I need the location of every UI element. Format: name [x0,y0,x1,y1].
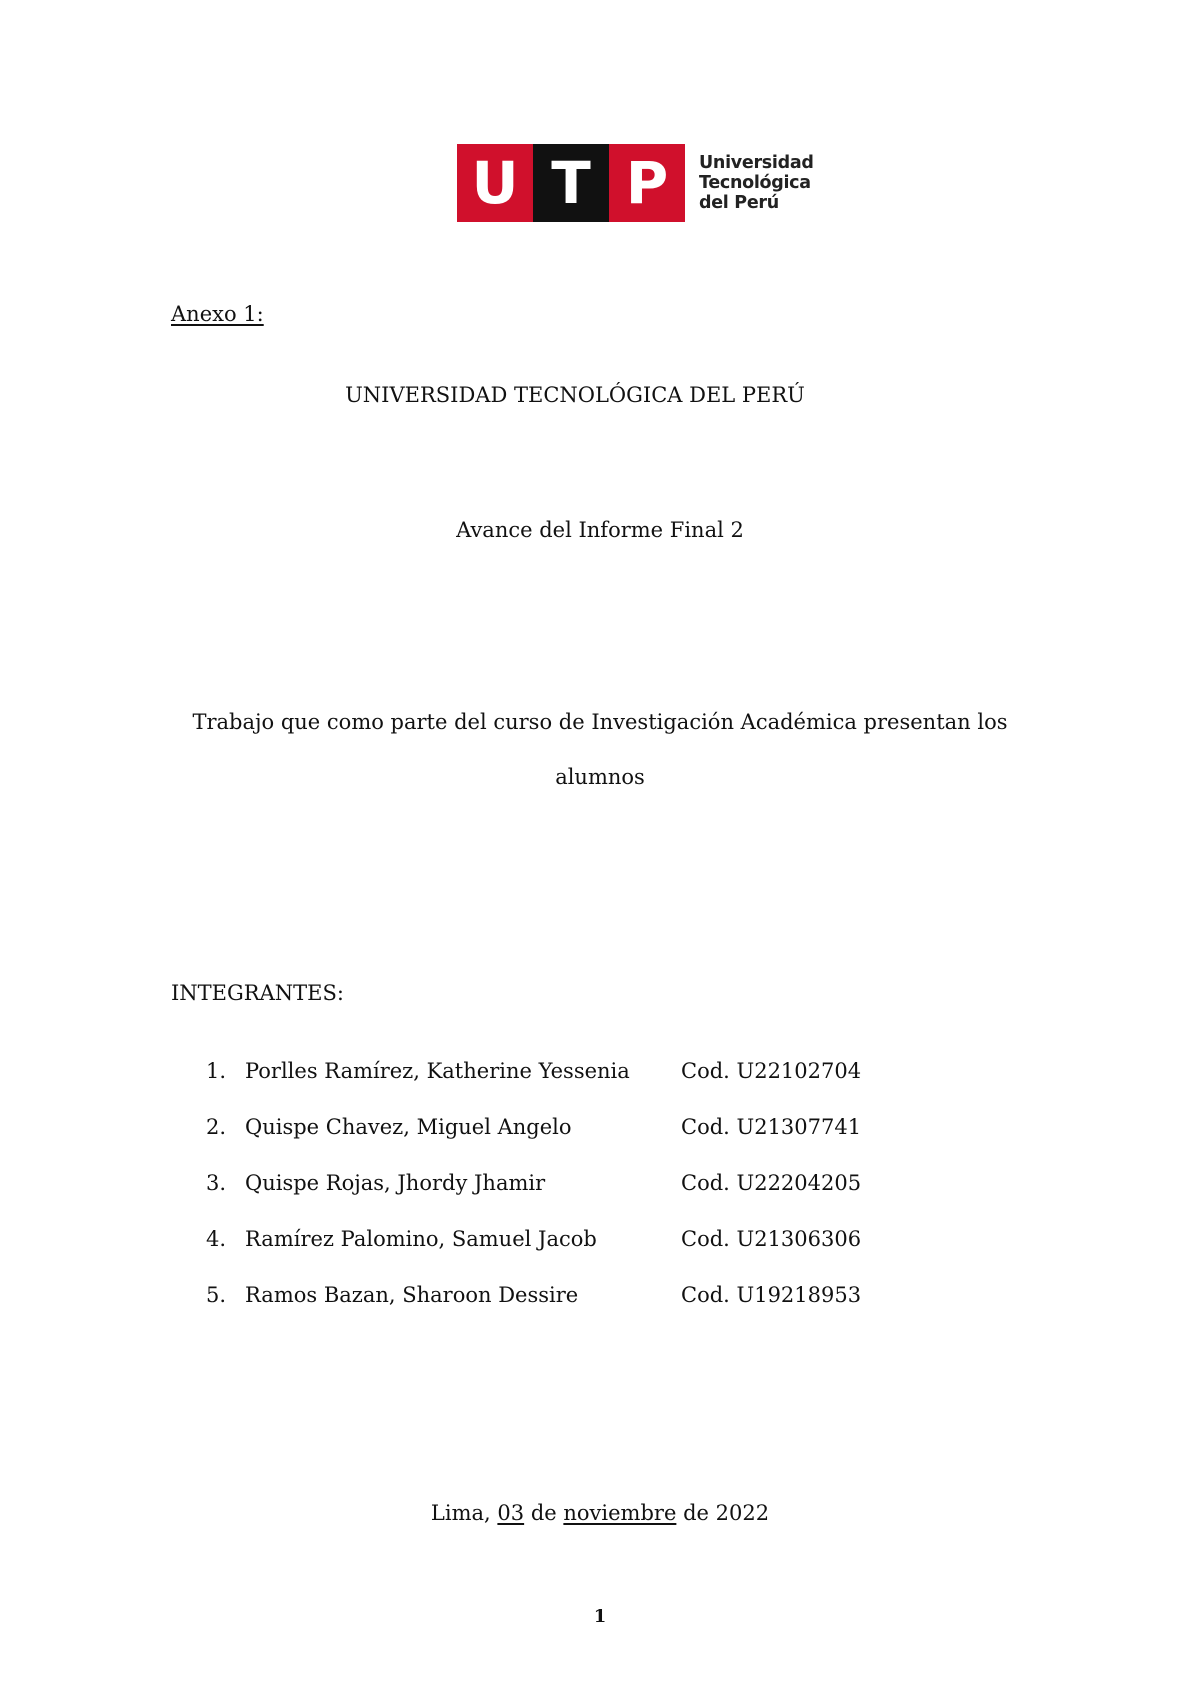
date-year: 2022 [715,1501,770,1525]
logo-letter-p: P [609,144,685,222]
date-day: 03 [497,1501,525,1525]
member-number: 3. [206,1171,227,1195]
date-de-1: de [530,1501,557,1525]
annex-label: Anexo 1: [171,302,264,326]
logo-blocks [457,144,685,222]
member-name: Ramírez Palomino, Samuel Jacob [245,1227,597,1251]
logo-wordmark [699,153,814,213]
member-name: Ramos Bazan, Sharoon Dessire [245,1283,579,1307]
logo-letter-u: U [457,144,533,222]
utp-logo [457,144,814,222]
member-code: Cod. U19218953 [681,1283,862,1307]
member-name: Porlles Ramírez, Katherine Yessenia [245,1059,630,1083]
university-name: UNIVERSIDAD TECNOLÓGICA DEL PERÚ [345,383,805,407]
logo-text-line-2: Tecnológica [699,173,811,193]
logo-letter-t: T [533,144,609,222]
date-de-2: de [683,1501,709,1525]
member-number: 5. [206,1283,227,1307]
date-month: noviembre [563,1501,677,1525]
logo-text-line-1: Universidad [699,153,814,173]
member-code: Cod. U22102704 [681,1059,862,1083]
date-city: Lima, [430,1501,491,1525]
member-name: Quispe Rojas, Jhordy Jhamir [245,1171,546,1195]
page-number: 1 [593,1606,607,1627]
member-code: Cod. U21306306 [681,1227,862,1251]
member-number: 1. [206,1059,227,1083]
members-heading: INTEGRANTES: [171,981,344,1005]
member-number: 2. [206,1115,227,1139]
date-line [0,1500,1200,1526]
report-title: Avance del Informe Final 2 [456,518,744,542]
logo-text-line-3: del Perú [699,193,779,213]
member-name: Quispe Chavez, Miguel Angelo [245,1115,572,1139]
work-description-line-1: Trabajo que como parte del curso de Investigación Académica presentan los [192,710,1008,734]
work-description-line-2: alumnos [555,765,645,789]
member-code: Cod. U21307741 [681,1115,862,1139]
member-number: 4. [206,1227,227,1251]
member-code: Cod. U22204205 [681,1171,862,1195]
